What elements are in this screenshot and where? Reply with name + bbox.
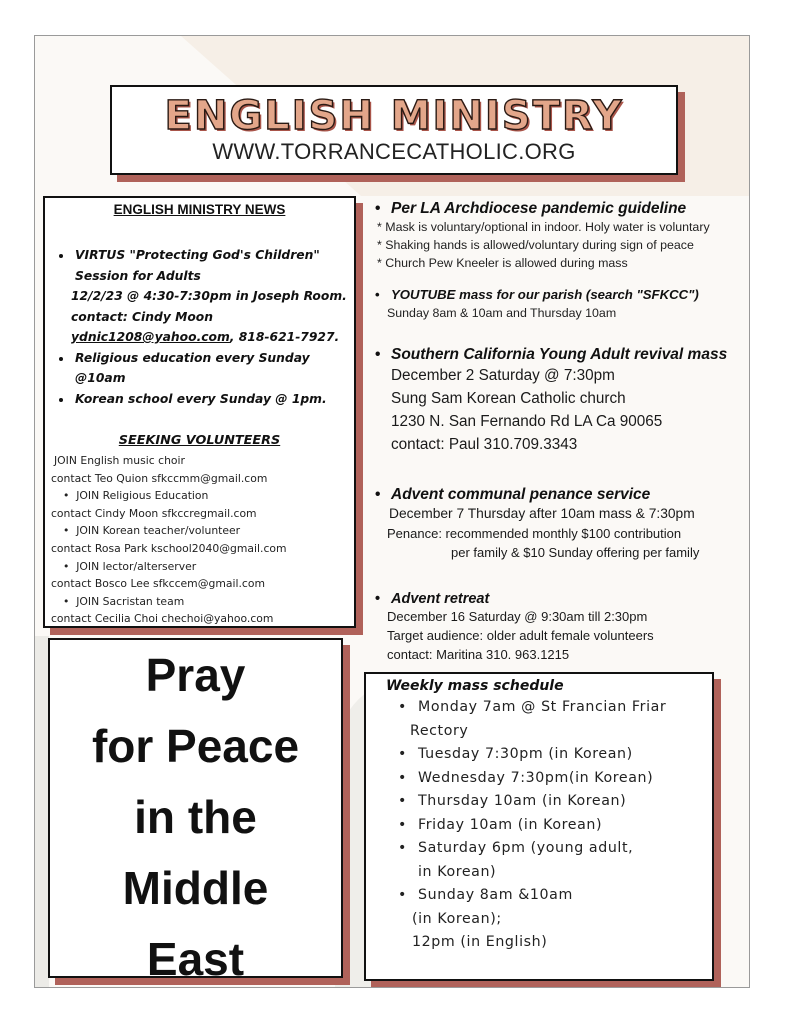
announcement-line: December 16 Saturday @ 9:30am till 2:30pm	[387, 609, 648, 624]
virtus-contact: contact: Cindy Moon	[71, 309, 214, 324]
virtus-email-link[interactable]: ydnic1208@yahoo.com	[71, 330, 230, 344]
announcement-heading	[375, 200, 747, 218]
announcement-line: * Mask is voluntary/optional in indoor. Holy water is voluntary	[377, 220, 710, 234]
announcement-line: Sung Sam Korean Catholic church	[391, 390, 626, 407]
schedule-line: Wednesday 7:30pm(in Korean)	[418, 769, 654, 786]
volunteer-join: • JOIN Sacristan team	[63, 594, 185, 608]
announcement-title: Advent communal penance service	[391, 486, 651, 503]
pray-for-peace-panel	[48, 638, 343, 985]
announcement-line: December 7 Thursday after 10am mass & 7:30pm	[389, 506, 695, 521]
bullet-icon: •	[398, 746, 407, 762]
virtus-title: • VIRTUS "Protecting God's Children"	[75, 248, 320, 262]
news-item: • Korean school every Sunday @ 1pm.	[73, 389, 348, 410]
announcement-line: contact: Paul 310.709.3343	[391, 436, 578, 453]
schedule-item	[388, 743, 712, 767]
volunteer-join: JOIN English music choir	[54, 454, 185, 467]
volunteer-contact: contact Cindy Moon sfkccregmail.com	[51, 506, 257, 520]
schedule-line: Thursday 10am (in Korean)	[418, 793, 627, 809]
volunteer-join-label: JOIN Religious Education	[76, 489, 209, 503]
announcement-line: December 2 Saturday @ 7:30pm	[391, 367, 615, 384]
announcement-retreat	[375, 591, 747, 664]
announcement-line: Penance: recommended monthly $100 contribution	[387, 526, 682, 541]
volunteer-contact: contact Bosco Lee sfkccem@gmail.com	[51, 577, 265, 591]
volunteer-join-label: JOIN lector/alterserver	[76, 559, 197, 573]
schedule-item	[388, 884, 712, 955]
virtus-subtitle: Session for Adults	[75, 268, 201, 283]
announcement-title: Southern California Young Adult revival mass	[391, 346, 728, 363]
announcement-line: * Shaking hands is allowed/voluntary during sign of peace	[377, 238, 694, 252]
bullet-icon: •	[398, 887, 407, 903]
header-banner	[110, 85, 678, 175]
volunteer-join-label: JOIN Korean teacher/volunteer	[76, 524, 241, 538]
schedule-item	[388, 837, 712, 884]
pray-line: in the	[134, 791, 257, 843]
bullet-icon: •	[398, 840, 407, 856]
schedule-title: Weekly mass schedule	[386, 678, 564, 694]
volunteer-contact: contact Cecilia Choi chechoi@yahoo.com	[51, 612, 274, 626]
volunteers-list	[51, 452, 348, 628]
volunteers-title: SEEKING VOLUNTEERS	[118, 433, 281, 448]
volunteer-join: • JOIN Religious Education	[63, 489, 209, 503]
volunteer-join: • JOIN lector/alterserver	[63, 559, 197, 573]
news-list	[51, 245, 348, 409]
bullet-icon: •	[398, 769, 407, 786]
announcement-heading	[375, 346, 747, 364]
bullet-icon: •	[375, 346, 381, 363]
announcement-line: per family & $10 Sunday offering per family	[451, 545, 700, 560]
schedule-list	[388, 696, 712, 955]
schedule-line-cont: in Korean)	[418, 863, 497, 880]
pray-line: Middle	[122, 862, 269, 914]
volunteer-join-label: JOIN Sacristan team	[76, 594, 185, 608]
background-decoration	[35, 636, 49, 988]
schedule-line: Saturday 6pm (young adult,	[418, 840, 634, 856]
website-url[interactable]: WWW.TORRANCECATHOLIC.ORG	[212, 139, 576, 164]
bullet-icon: •	[398, 816, 407, 833]
schedule-item	[388, 790, 712, 814]
announcement-title: Advent retreat	[391, 591, 490, 607]
page-title: ENGLISH MINISTRY	[164, 93, 624, 139]
announcement-line: * Church Pew Kneeler is allowed during mass	[377, 256, 628, 270]
announcement-heading	[375, 486, 747, 504]
volunteer-join: • JOIN Korean teacher/volunteer	[63, 524, 241, 538]
schedule-line-cont: Rectory	[410, 722, 469, 739]
announcement-title: Per LA Archdiocese pandemic guideline	[391, 200, 687, 217]
announcement-revival-mass	[375, 346, 747, 456]
news-item: • Religious education every Sunday @10am	[73, 348, 348, 389]
pray-line: Pray	[145, 649, 246, 701]
announcement-line: Sunday 8am & 10am and Thursday 10am	[387, 306, 617, 320]
schedule-line: Sunday 8am &10am	[418, 887, 573, 903]
schedule-line-cont: (in Korean);	[412, 910, 502, 927]
announcement-penance	[375, 486, 747, 562]
flyer-page	[34, 35, 750, 988]
announcement-youtube	[375, 287, 747, 322]
news-panel	[43, 196, 356, 628]
schedule-item	[388, 767, 712, 791]
schedule-line-cont: 12pm (in English)	[412, 934, 548, 950]
volunteer-contact: contact Rosa Park kschool2040@gmail.com	[51, 541, 287, 555]
bullet-icon: •	[375, 591, 381, 607]
bullet-icon: •	[375, 287, 380, 302]
pray-line: for Peace	[91, 720, 300, 772]
announcement-line: contact: Maritina 310. 963.1215	[387, 647, 570, 662]
bullet-icon: •	[375, 486, 381, 503]
schedule-line: Friday 10am (in Korean)	[418, 816, 603, 833]
bullet-icon: •	[375, 200, 381, 217]
bullet-icon: •	[398, 699, 407, 715]
news-title: ENGLISH MINISTRY NEWS	[113, 202, 286, 217]
bullet-icon: •	[398, 793, 407, 809]
virtus-date: 12/2/23 @ 4:30-7:30pm in Joseph Room.	[71, 289, 347, 303]
announcement-line: 1230 N. San Fernando Rd LA Ca 90065	[391, 413, 663, 430]
announcement-heading	[375, 287, 747, 302]
announcement-pandemic	[375, 200, 747, 272]
volunteer-contact: contact Teo Quion sfkccmm@gmail.com	[51, 471, 268, 485]
schedule-item	[388, 696, 712, 743]
announcement-heading	[375, 591, 747, 607]
schedule-line: Tuesday 7:30pm (in Korean)	[418, 746, 633, 762]
pray-line: East	[146, 933, 245, 985]
virtus-phone: , 818-621-7927.	[229, 330, 340, 344]
mass-schedule-panel	[364, 672, 714, 981]
schedule-item	[388, 814, 712, 838]
news-item-virtus	[73, 245, 348, 348]
announcement-line: Target audience: older adult female volunteers	[387, 628, 654, 643]
schedule-line: Monday 7am @ St Francian Friar	[418, 699, 667, 715]
announcement-title: YOUTUBE mass for our parish (search "SFKCC")	[391, 287, 699, 302]
